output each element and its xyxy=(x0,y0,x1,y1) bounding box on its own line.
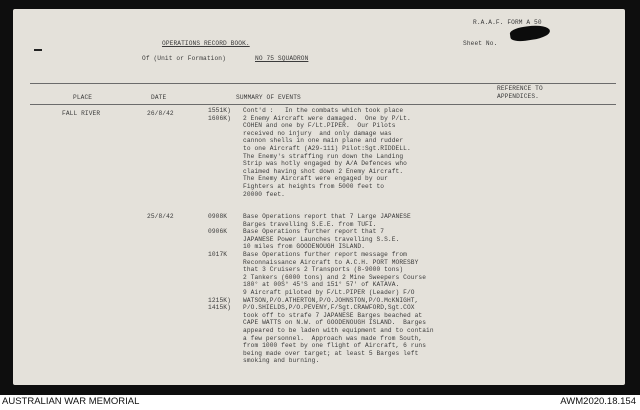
column-header-date: DATE xyxy=(151,94,167,101)
header-rule-top xyxy=(30,83,616,84)
unit-label: Of (Unit or Formation) xyxy=(142,55,226,62)
entry-times: 0908K 0906K 1017K 1215K) 1415K) xyxy=(208,213,231,312)
document-title: OPERATIONS RECORD BOOK. xyxy=(162,40,250,47)
entry-summary: Base Operations report that 7 Large JAPANESE Barges travelling S.E.E. from TUFI. Base Operations further report that 7 JAPANESE Power Launches travelling S.S.E. 10 miles from GOODENOUGH ISLAND. Base Operations further report message from Reconnaissance Aircraft to A.C.H. PORT MORESBY that 3 Cruisers 2 Transports (8-9000 tons) 2 Tankers (6000 tons) and 2 Mine Sweepers Course 180° at 00S° 45'S and 151° 57' of KATAVA. 9 Aircraft piloted by F/Lt.PIPER (Leader) F/O WATSON,P/O.ATHERTON,P/O.JOHNSTON,P/O.McKNIGHT, P/O.SHIELDS,P/O.PEVENY,F/Sgt.CRAWFORD,Sgt.COX took off to strafe 7 JAPANESE Barges beached at CAPE WATTS on N.W. of GOODENOUGH ISLAND. Barges appeared to be laden with equipment and to contain a few personnel. Approach was made from South, from 1000 feet by one flight of Aircraft, 6 runs being made over target; at least 5 Barges left smoking and burning. xyxy=(243,213,434,365)
entry-times: 1551K) 1606K) xyxy=(208,107,231,122)
column-header-reference: REFERENCE TO APPENDICES. xyxy=(497,85,543,100)
entry-summary: Cont'd : In the combats which took place 2 Enemy Aircraft were damaged. One by P/Lt. COHEN and one by F/Lt.PIPER. Our Pilots received no injury and only damage was cannon shells in one main plane and rudder to one Aircraft (A29-111) Pilot:Sgt.RIDDELL. The Enemy's straffing run down the Landing Strip was hotly engaged by A/A Defences who claimed having shot down 2 Enemy Aircraft. The Enemy Aircraft were engaged by our Fighters at heights from 5000 feet to 20000 feet. xyxy=(243,107,411,198)
entry-date: 25/8/42 xyxy=(147,213,174,220)
header-rule-bottom xyxy=(30,104,616,105)
margin-mark xyxy=(34,49,42,51)
column-header-place: PLACE xyxy=(73,94,93,101)
sheet-number-label: Sheet No. xyxy=(463,40,498,47)
unit-value: NO 75 SQUADRON xyxy=(255,55,309,62)
footer-catalog-id: AWM2020.18.154 xyxy=(560,396,636,407)
paper-sheet xyxy=(13,9,625,385)
entry-date: 26/8/42 xyxy=(147,110,174,117)
footer-source: AUSTRALIAN WAR MEMORIAL xyxy=(2,396,140,407)
column-header-summary: SUMMARY OF EVENTS xyxy=(236,94,301,101)
form-number: R.A.A.F. FORM A 50 xyxy=(473,19,542,26)
entry-place: FALL RIVER xyxy=(62,110,101,117)
